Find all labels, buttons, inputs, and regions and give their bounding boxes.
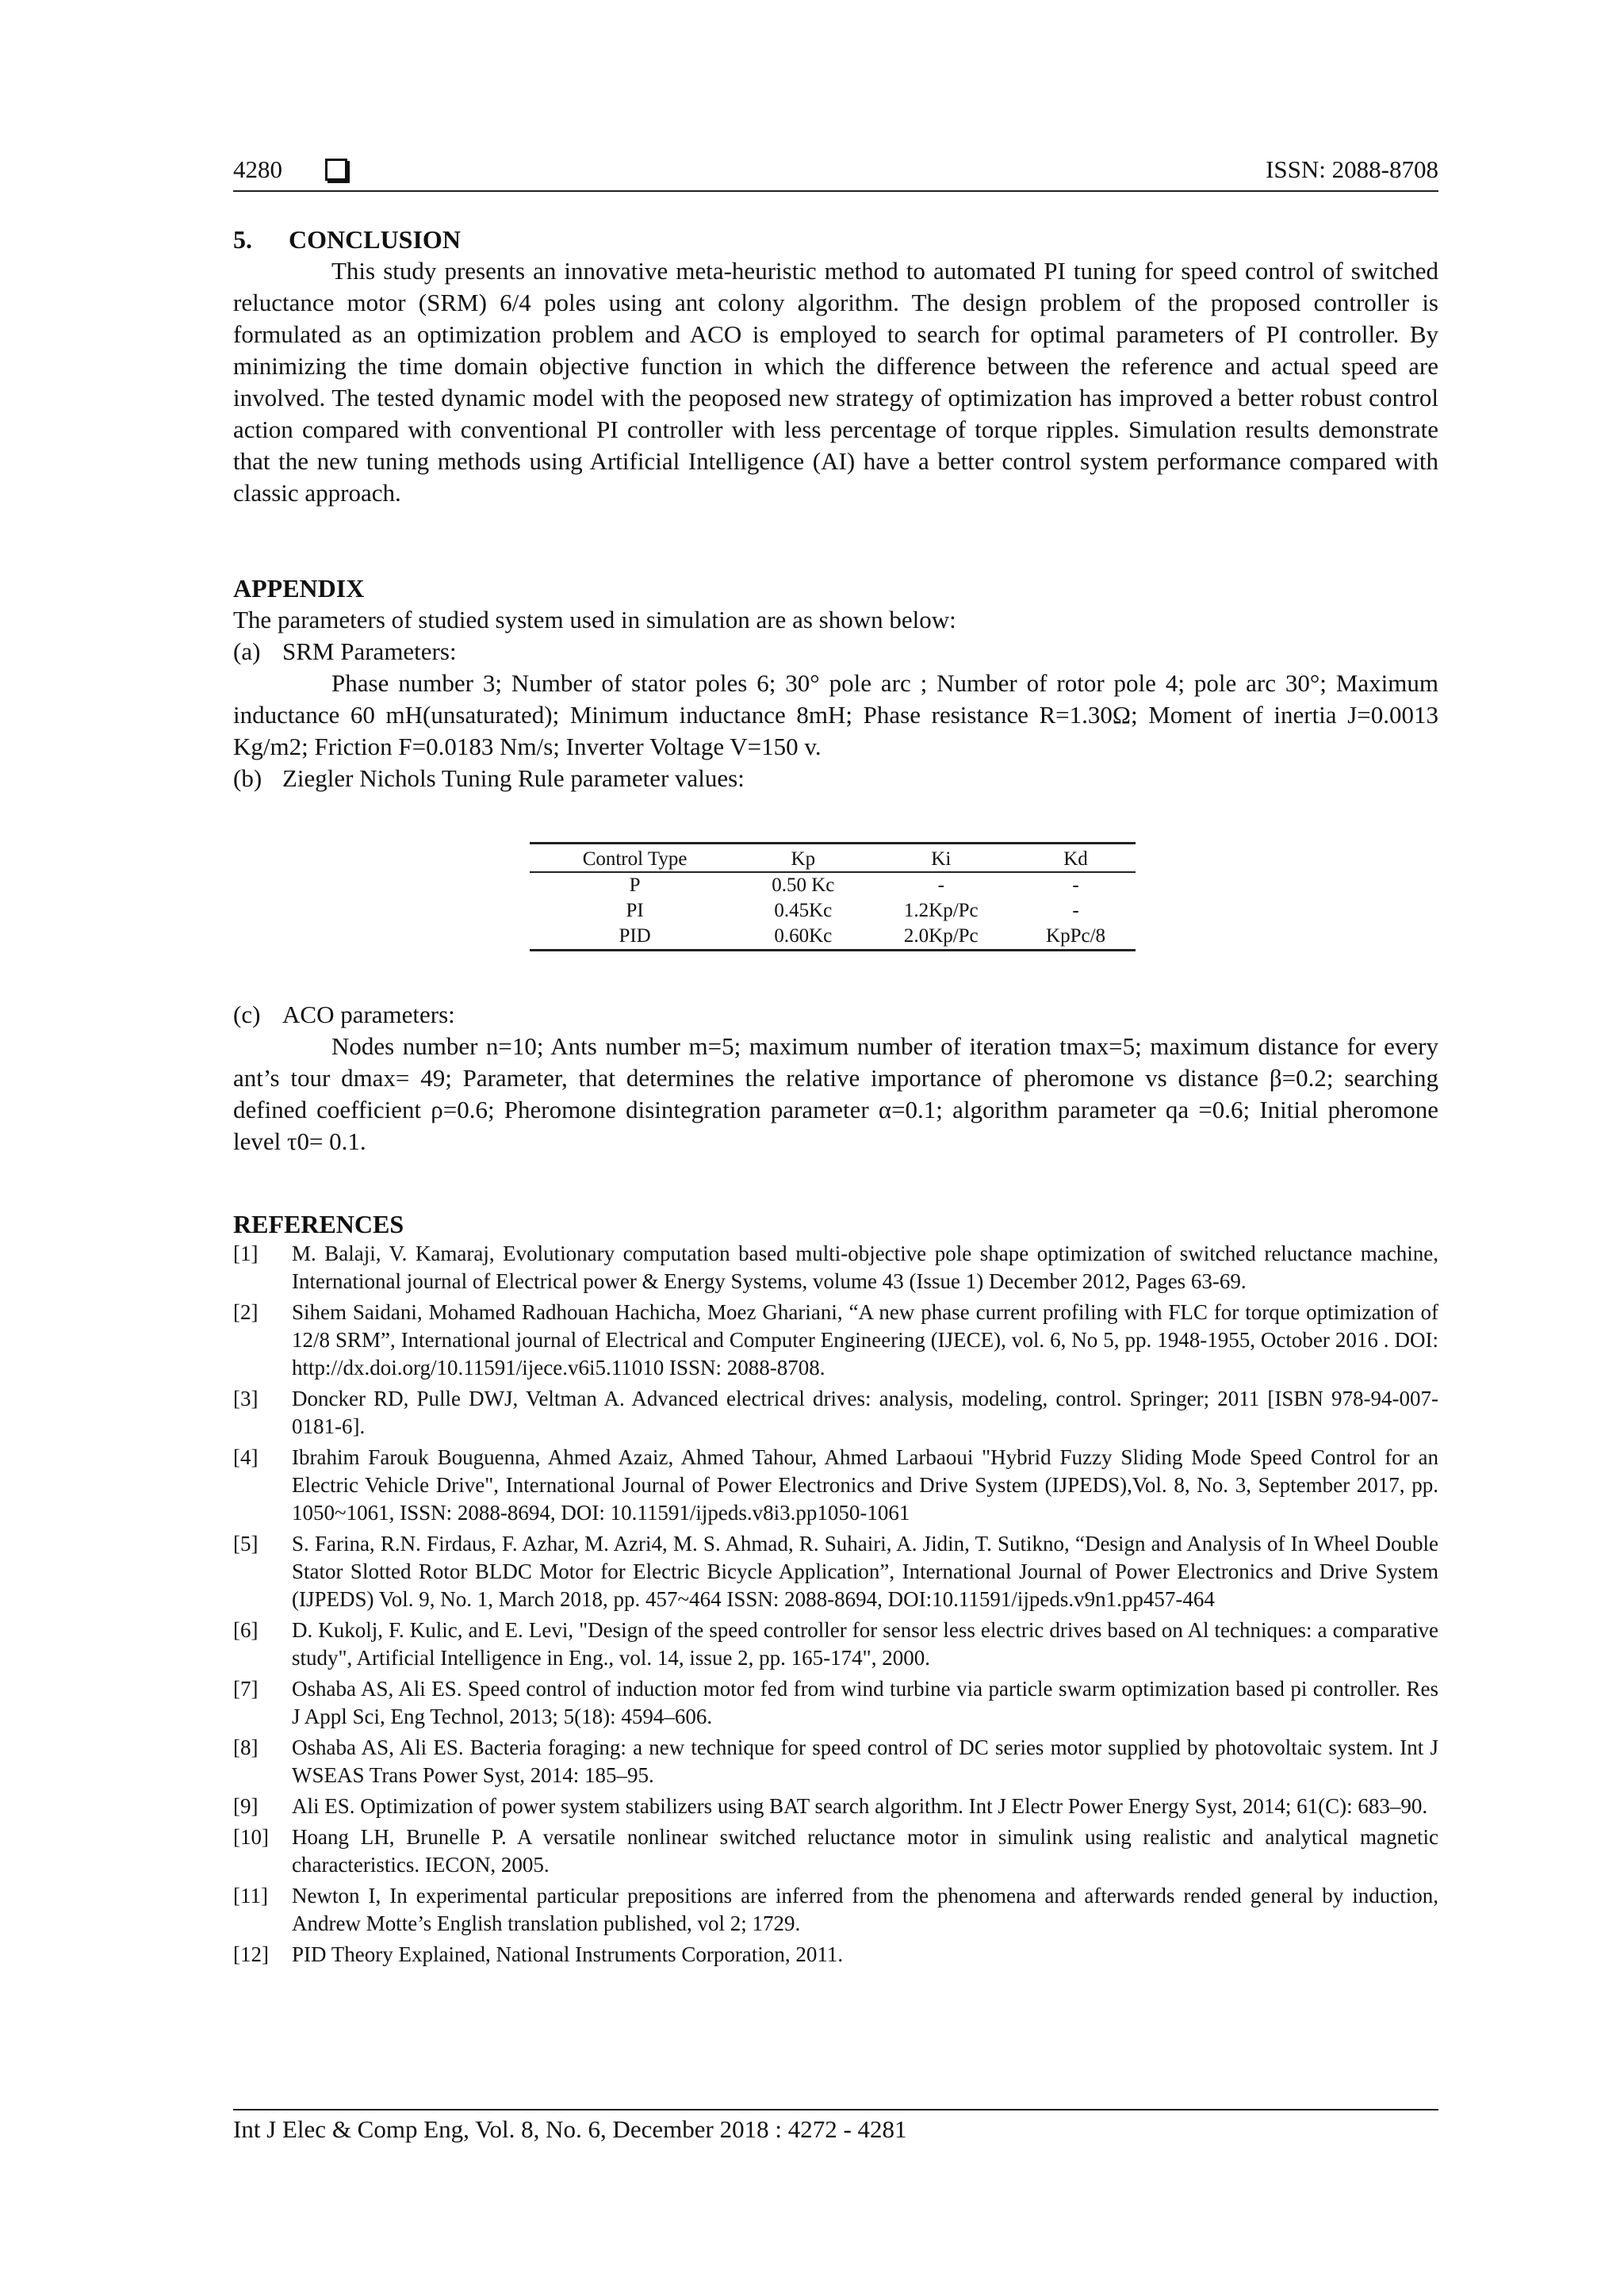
item-label: (c) — [233, 1001, 261, 1028]
reference-text: Sihem Saidani, Mohamed Radhouan Hachicha, Moez Ghariani, “A new phase current profiling with FLC for torque optimization of 12/8 SRM”, International journal of Electrical and Computer Engineering (IJECE), vol. 6, No 5, pp. 1948-1955, October 2016 . DOI: http://dx.doi.org/10.11591/ijece.v6i5.11010 ISSN: 2088-8708. — [292, 1300, 1438, 1380]
ziegler-nichols-table — [530, 842, 1136, 951]
item-label: (b) — [233, 764, 262, 792]
reference-item — [233, 1734, 1438, 1789]
reference-item — [233, 1444, 1438, 1527]
reference-item — [233, 1793, 1438, 1820]
table-row — [530, 872, 1136, 898]
aco-parameters-text: Nodes number n=10; Ants number m=5; maximum number of iteration tmax=5; maximum distance for every ant’s tour dmax= 49; Parameter, that determines the relative importance of pheromone vs distance β=0.2; searching defined coefficient ρ=0.6; Pheromone disintegration parameter α=0.1; algorithm parameter qa =0.6; Initial pheromone level τ0= 0.1. — [233, 1032, 1438, 1155]
reference-number: [3] — [233, 1387, 259, 1410]
reference-text: M. Balaji, V. Kamaraj, Evolutionary computation based multi-objective pole shape optimization of switched reluctance machine, International journal of Electrical power & Energy Systems, volume 43 (Issue 1) December 2012, Pages 63-69. — [292, 1242, 1438, 1293]
conclusion-heading — [233, 224, 1438, 255]
reference-number: [11] — [233, 1884, 268, 1908]
checkbox-square-icon — [325, 159, 347, 181]
reference-number: [8] — [233, 1735, 259, 1759]
appendix-item-a — [233, 636, 1438, 668]
reference-number: [7] — [233, 1677, 259, 1701]
reference-number: [9] — [233, 1794, 259, 1818]
table-header: Kd — [1016, 844, 1136, 873]
table-cell: - — [937, 874, 944, 896]
page-number: 4280 — [233, 155, 282, 183]
table-cell: - — [1072, 900, 1079, 921]
table-cell: P — [629, 874, 641, 896]
item-title: Ziegler Nichols Tuning Rule parameter values: — [282, 764, 745, 792]
table-cell: PID — [530, 924, 740, 951]
reference-text: Oshaba AS, Ali ES. Bacteria foraging: a new technique for speed control of DC series motor supplied by photovoltaic system. Int J WSEAS Trans Power Syst, 2014: 185–95. — [292, 1735, 1438, 1787]
reference-item — [233, 1823, 1438, 1879]
reference-text: Newton I, In experimental particular prepositions are inferred from the phenomena and afterwards rended general by induction, Andrew Motte’s English translation published, vol 2; 1729. — [292, 1884, 1438, 1935]
table-cell: KpPc/8 — [1016, 924, 1136, 951]
reference-item — [233, 1385, 1438, 1441]
reference-text: PID Theory Explained, National Instruments Corporation, 2011. — [292, 1942, 844, 1966]
conclusion-paragraph: This study presents an innovative meta-heuristic method to automated PI tuning for speed control of switched reluctance motor (SRM) 6/4 poles using ant colony algorithm. The design problem of the proposed controller is formulated as an optimization problem and ACO is employed to search for optimal parameters of PI controller. By minimizing the time domain objective function in which the difference between the reference and actual speed are involved. The tested dynamic model with the peoposed new strategy of optimization has improved a better robust control action compared with conventional PI controller with less percentage of torque ripples. Simulation results demonstrate that the new tuning methods using Artificial Intelligence (AI) have a better control system performance compared with classic approach. — [233, 257, 1438, 507]
reference-item — [233, 1530, 1438, 1613]
srm-parameters-text: Phase number 3; Number of stator poles 6; 30° pole arc ; Number of rotor pole 4; pole arc 30°; Maximum inductance 60 mH(unsaturated); Minimum inductance 8mH; Phase resistance R=1.30Ω; Moment of inertia J=0.0013 Kg/m2; Friction F=0.0183 Nm/s; Inverter Voltage V=150 v. — [233, 669, 1438, 760]
reference-number: [12] — [233, 1942, 269, 1966]
reference-text: S. Farina, R.N. Firdaus, F. Azhar, M. Azri4, M. S. Ahmad, R. Suhairi, A. Jidin, T. Sutikno, “Design and Analysis of In Wheel Double Stator Slotted Rotor BLDC Motor for Electric Bicycle Application”, International Journal of Power Electronics and Drive System (IJPEDS) Vol. 9, No. 1, March 2018, pp. 457~464 ISSN: 2088-8694, DOI:10.11591/ijpeds.v9n1.pp457-464 — [292, 1532, 1438, 1611]
appendix-intro: The parameters of studied system used in simulation are as shown below: — [233, 606, 956, 633]
section-number: 5. — [233, 225, 252, 254]
reference-item — [233, 1617, 1438, 1672]
table-cell: 1.2Kp/Pc — [903, 900, 979, 921]
item-title: SRM Parameters: — [282, 637, 457, 665]
table-row — [530, 898, 1136, 924]
item-title: ACO parameters: — [282, 1001, 455, 1028]
table-header-row — [530, 844, 1136, 873]
issn: ISSN: 2088-8708 — [1266, 155, 1438, 183]
reference-number: [1] — [233, 1242, 259, 1265]
page-content — [233, 224, 1438, 1972]
page-footer: Int J Elec & Comp Eng, Vol. 8, No. 6, December 2018 : 4272 - 4281 — [233, 2109, 1438, 2144]
reference-text: Doncker RD, Pulle DWJ, Veltman A. Advanced electrical drives: analysis, modeling, control. Springer; 2011 [ISBN 978-94-007-0181-6]. — [292, 1387, 1438, 1438]
reference-item — [233, 1941, 1438, 1969]
reference-number: [6] — [233, 1618, 259, 1642]
appendix-item-c — [233, 999, 1438, 1031]
reference-number: [4] — [233, 1445, 259, 1469]
table-row — [530, 924, 1136, 951]
reference-item — [233, 1240, 1438, 1295]
page-header — [233, 155, 1438, 192]
reference-number: [2] — [233, 1300, 259, 1324]
references-heading: REFERENCES — [233, 1210, 404, 1238]
table-cell: 0.50 Kc — [772, 874, 835, 896]
reference-text: Hoang LH, Brunelle P. A versatile nonlinear switched reluctance motor in simulink using realistic and analytical magnetic characteristics. IECON, 2005. — [292, 1825, 1438, 1877]
reference-number: [10] — [233, 1825, 269, 1849]
table-cell: 0.60Kc — [740, 924, 866, 951]
table-cell: - — [1072, 874, 1079, 896]
table-cell: PI — [626, 900, 644, 921]
reference-item — [233, 1299, 1438, 1382]
reference-number: [5] — [233, 1532, 259, 1556]
reference-item — [233, 1882, 1438, 1938]
section-title: CONCLUSION — [289, 225, 461, 254]
reference-text: Oshaba AS, Ali ES. Speed control of induction motor fed from wind turbine via particle swarm optimization based pi controller. Res J Appl Sci, Eng Technol, 2013; 5(18): 4594–606. — [292, 1677, 1438, 1728]
reference-text: D. Kukolj, F. Kulic, and E. Levi, "Design of the speed controller for sensor less electric drives based on Al techniques: a comparative study", Artificial Intelligence in Eng., vol. 14, issue 2, pp. 165-174", 2000. — [292, 1618, 1438, 1670]
appendix-heading: APPENDIX — [233, 574, 365, 603]
table-header: Kp — [740, 844, 866, 873]
reference-text: Ibrahim Farouk Bouguenna, Ahmed Azaiz, Ahmed Tahour, Ahmed Larbaoui "Hybrid Fuzzy Sliding Mode Speed Control for an Electric Vehicle Drive", International Journal of Power Electronics and Drive System (IJPEDS),Vol. 8, No. 3, September 2017, pp. 1050~1061, ISSN: 2088-8694, DOI: 10.11591/ijpeds.v8i3.pp1050-1061 — [292, 1445, 1438, 1525]
reference-text: Ali ES. Optimization of power system stabilizers using BAT search algorithm. Int J Electr Power Energy Syst, 2014; 61(C): 683–90. — [292, 1794, 1428, 1818]
appendix-item-b — [233, 763, 1438, 794]
reference-item — [233, 1675, 1438, 1731]
table-cell: 2.0Kp/Pc — [866, 924, 1016, 951]
item-label: (a) — [233, 637, 261, 665]
reference-list — [233, 1240, 1438, 1969]
table-header: Ki — [866, 844, 1016, 873]
table-header: Control Type — [530, 844, 740, 873]
table-cell: 0.45Kc — [774, 900, 833, 921]
